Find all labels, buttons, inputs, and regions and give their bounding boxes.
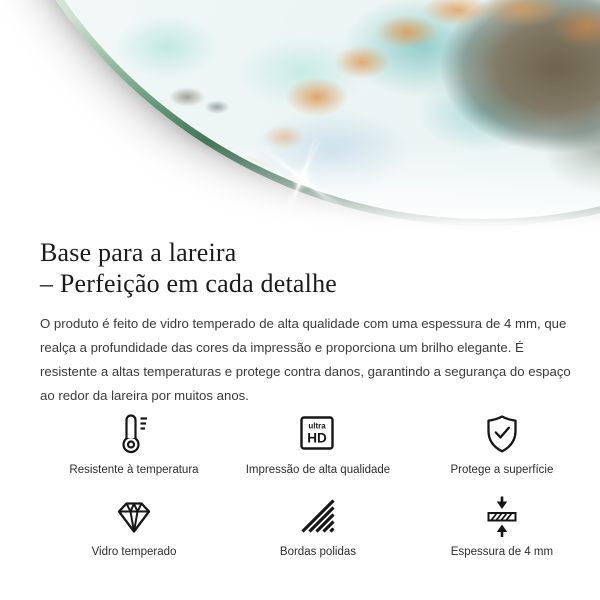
page-title-line1: Base para a lareira <box>40 238 237 267</box>
feature-item <box>42 494 226 558</box>
thermometer-icon <box>112 412 156 456</box>
page-title <box>40 237 600 299</box>
content-section <box>0 237 600 558</box>
feature-item <box>42 412 226 476</box>
feature-label: Bordas polidas <box>279 546 356 558</box>
feature-item <box>410 412 594 476</box>
hero-image <box>0 0 600 235</box>
page-title-line2: – Perfeição em cada detalhe <box>40 269 338 298</box>
polished-edges-icon <box>296 494 340 538</box>
product-description: O produto é feito de vidro temperado de alta qualidade com uma espessura de 4 mm, que realça a profundidade das cores da impressão e proporciona um brilho elegante. É resistente a altas temperaturas e protege contra danos, garantindo a segurança do espaço ao redor da lareira por muitos anos. <box>40 316 571 403</box>
ultra-hd-badge-bottom: HD <box>307 430 327 446</box>
ultra-hd-badge-top: ultra <box>308 421 326 431</box>
thickness-press-icon <box>480 494 524 538</box>
feature-grid <box>42 412 594 558</box>
feature-label: Vidro temperado <box>91 546 177 558</box>
feature-label: Impressão de alta qualidade <box>245 464 391 476</box>
shield-check-icon <box>480 412 524 456</box>
feature-item <box>410 494 594 558</box>
feature-label: Espessura de 4 mm <box>450 546 554 558</box>
feature-label: Protege a superfície <box>450 464 554 476</box>
feature-item <box>226 494 410 558</box>
ultra-hd-icon <box>296 412 340 456</box>
diamond-icon <box>112 494 156 538</box>
hero-bottom-fade <box>0 140 600 235</box>
feature-item <box>226 412 410 476</box>
feature-label: Resistente à temperatura <box>69 464 199 476</box>
